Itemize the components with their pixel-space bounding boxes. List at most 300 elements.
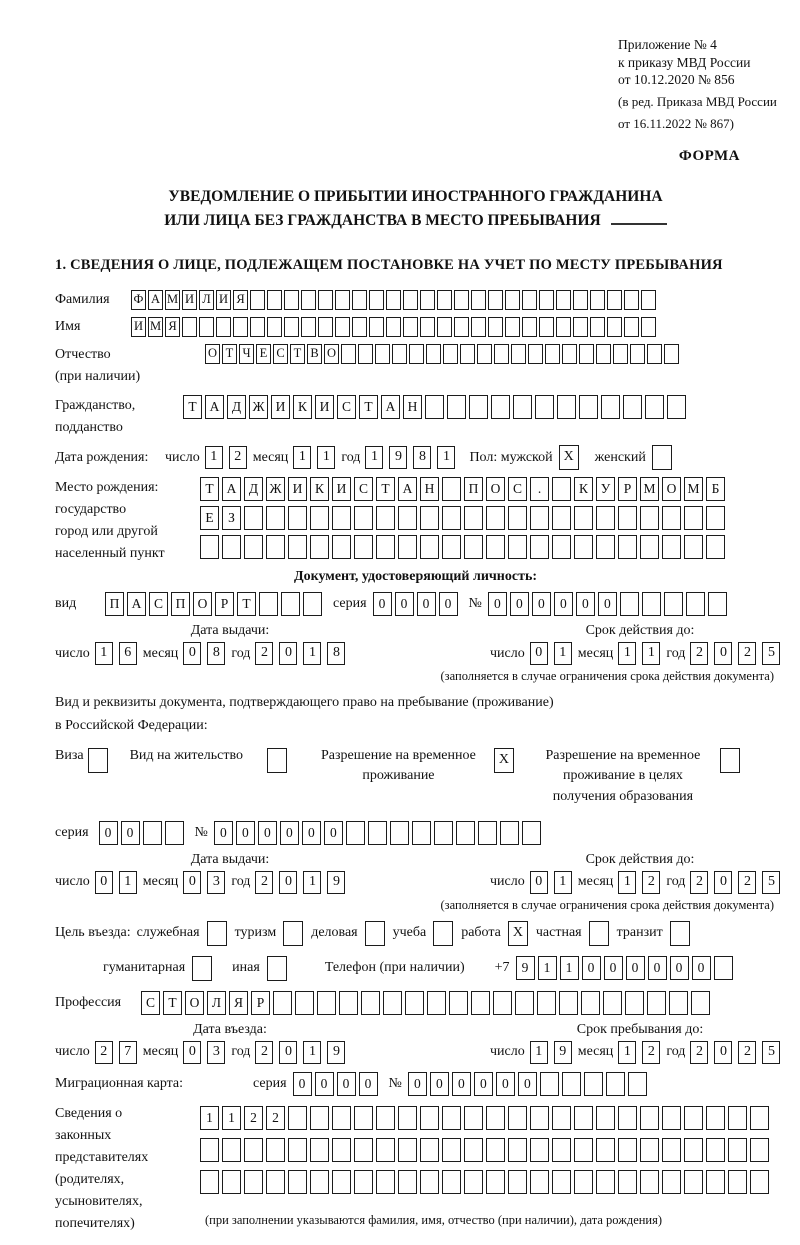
char-cell[interactable]: 0	[582, 956, 601, 980]
char-cell[interactable]	[559, 991, 578, 1015]
char-cell[interactable]: 1	[95, 642, 113, 665]
char-cell[interactable]	[640, 1138, 659, 1162]
char-cell[interactable]	[332, 535, 351, 559]
char-cell[interactable]	[750, 1106, 769, 1130]
char-cell[interactable]: И	[216, 290, 231, 310]
char-cell[interactable]	[684, 1138, 703, 1162]
char-cell[interactable]: 0	[439, 592, 458, 616]
char-cell[interactable]	[640, 535, 659, 559]
char-cell[interactable]	[281, 592, 300, 616]
char-cell[interactable]	[581, 991, 600, 1015]
migration-series-cells[interactable]	[293, 1072, 381, 1096]
char-cell[interactable]	[442, 1138, 461, 1162]
stay-month-cells[interactable]	[618, 1041, 666, 1064]
char-cell[interactable]	[596, 1106, 615, 1130]
char-cell[interactable]	[720, 748, 740, 773]
char-cell[interactable]	[283, 921, 303, 946]
char-cell[interactable]: 0	[452, 1072, 471, 1096]
char-cell[interactable]: 2	[642, 871, 660, 894]
char-cell[interactable]: З	[222, 506, 241, 530]
char-cell[interactable]: 8	[327, 642, 345, 665]
char-cell[interactable]	[530, 535, 549, 559]
char-cell[interactable]: 0	[670, 956, 689, 980]
char-cell[interactable]: 0	[280, 821, 299, 845]
char-cell[interactable]	[728, 1106, 747, 1130]
char-cell[interactable]: 2	[738, 642, 756, 665]
char-cell[interactable]	[557, 395, 576, 419]
char-cell[interactable]	[511, 344, 526, 364]
char-cell[interactable]	[464, 506, 483, 530]
char-cell[interactable]: 9	[327, 871, 345, 894]
char-cell[interactable]	[318, 290, 333, 310]
char-cell[interactable]	[574, 535, 593, 559]
char-cell[interactable]	[706, 1170, 725, 1194]
char-cell[interactable]: Т	[163, 991, 182, 1015]
char-cell[interactable]	[535, 395, 554, 419]
char-cell[interactable]	[579, 395, 598, 419]
char-cell[interactable]	[662, 1138, 681, 1162]
char-cell[interactable]	[398, 1170, 417, 1194]
char-cell[interactable]: Т	[183, 395, 202, 419]
purpose-tourism-checkbox[interactable]	[283, 921, 303, 946]
char-cell[interactable]	[352, 290, 367, 310]
char-cell[interactable]	[522, 317, 537, 337]
char-cell[interactable]: .	[530, 477, 549, 501]
char-cell[interactable]	[714, 956, 733, 980]
representatives-row3-cells[interactable]	[200, 1170, 772, 1194]
char-cell[interactable]	[339, 991, 358, 1015]
issue-day-cells[interactable]	[95, 871, 143, 894]
char-cell[interactable]	[437, 290, 452, 310]
char-cell[interactable]: И	[332, 477, 351, 501]
char-cell[interactable]	[584, 1072, 603, 1096]
char-cell[interactable]: А	[398, 477, 417, 501]
char-cell[interactable]: Т	[376, 477, 395, 501]
char-cell[interactable]	[244, 1138, 263, 1162]
char-cell[interactable]	[706, 1106, 725, 1130]
char-cell[interactable]	[420, 1170, 439, 1194]
char-cell[interactable]	[640, 1106, 659, 1130]
char-cell[interactable]	[508, 1106, 527, 1130]
char-cell[interactable]	[623, 395, 642, 419]
char-cell[interactable]: 0	[395, 592, 414, 616]
char-cell[interactable]: 1	[618, 642, 636, 665]
char-cell[interactable]	[640, 506, 659, 530]
char-cell[interactable]: 1	[618, 1041, 636, 1064]
char-cell[interactable]: 0	[430, 1072, 449, 1096]
purpose-study-checkbox[interactable]	[433, 921, 453, 946]
char-cell[interactable]	[375, 344, 390, 364]
char-cell[interactable]	[750, 1170, 769, 1194]
char-cell[interactable]: У	[596, 477, 615, 501]
char-cell[interactable]: 1	[437, 446, 455, 469]
char-cell[interactable]	[376, 506, 395, 530]
char-cell[interactable]: 0	[648, 956, 667, 980]
char-cell[interactable]: М	[640, 477, 659, 501]
char-cell[interactable]	[486, 506, 505, 530]
char-cell[interactable]	[471, 991, 490, 1015]
char-cell[interactable]: 1	[538, 956, 557, 980]
char-cell[interactable]	[590, 290, 605, 310]
char-cell[interactable]	[624, 317, 639, 337]
char-cell[interactable]	[456, 821, 475, 845]
char-cell[interactable]	[624, 290, 639, 310]
char-cell[interactable]: 2	[266, 1106, 285, 1130]
char-cell[interactable]	[607, 317, 622, 337]
char-cell[interactable]: М	[148, 317, 163, 337]
char-cell[interactable]	[267, 317, 282, 337]
char-cell[interactable]	[442, 477, 461, 501]
expiry-month-cells[interactable]	[618, 871, 666, 894]
char-cell[interactable]: Р	[618, 477, 637, 501]
char-cell[interactable]	[464, 1138, 483, 1162]
char-cell[interactable]	[354, 1170, 373, 1194]
char-cell[interactable]: Р	[251, 991, 270, 1015]
char-cell[interactable]: М	[165, 290, 180, 310]
visa-checkbox[interactable]	[88, 748, 108, 773]
char-cell[interactable]: Т	[200, 477, 219, 501]
char-cell[interactable]: 0	[337, 1072, 356, 1096]
char-cell[interactable]: 1	[365, 446, 383, 469]
char-cell[interactable]: 8	[207, 642, 225, 665]
char-cell[interactable]	[630, 344, 645, 364]
char-cell[interactable]	[596, 1170, 615, 1194]
char-cell[interactable]	[662, 506, 681, 530]
char-cell[interactable]	[332, 1106, 351, 1130]
birthplace-row1-cells[interactable]	[200, 477, 728, 501]
char-cell[interactable]	[625, 991, 644, 1015]
char-cell[interactable]: К	[310, 477, 329, 501]
char-cell[interactable]	[486, 535, 505, 559]
expiry-day-cells[interactable]	[530, 642, 578, 665]
char-cell[interactable]	[233, 317, 248, 337]
char-cell[interactable]	[244, 506, 263, 530]
char-cell[interactable]	[488, 317, 503, 337]
char-cell[interactable]	[628, 1072, 647, 1096]
char-cell[interactable]	[426, 344, 441, 364]
char-cell[interactable]: 1	[530, 1041, 548, 1064]
char-cell[interactable]	[288, 506, 307, 530]
char-cell[interactable]	[662, 535, 681, 559]
char-cell[interactable]	[222, 1138, 241, 1162]
char-cell[interactable]	[454, 290, 469, 310]
char-cell[interactable]: М	[684, 477, 703, 501]
char-cell[interactable]	[552, 1106, 571, 1130]
representatives-row1-cells[interactable]	[200, 1106, 772, 1130]
char-cell[interactable]: Т	[359, 395, 378, 419]
char-cell[interactable]	[486, 1170, 505, 1194]
char-cell[interactable]	[601, 395, 620, 419]
char-cell[interactable]	[607, 290, 622, 310]
char-cell[interactable]	[505, 317, 520, 337]
char-cell[interactable]: 0	[488, 592, 507, 616]
birthplace-row3-cells[interactable]	[200, 535, 728, 559]
char-cell[interactable]	[368, 821, 387, 845]
char-cell[interactable]	[641, 290, 656, 310]
char-cell[interactable]	[573, 290, 588, 310]
char-cell[interactable]: А	[148, 290, 163, 310]
char-cell[interactable]	[618, 1106, 637, 1130]
char-cell[interactable]	[412, 821, 431, 845]
char-cell[interactable]: Д	[244, 477, 263, 501]
expiry-year-cells[interactable]	[690, 642, 786, 665]
char-cell[interactable]	[562, 1072, 581, 1096]
char-cell[interactable]	[647, 991, 666, 1015]
char-cell[interactable]: 0	[518, 1072, 537, 1096]
char-cell[interactable]	[376, 535, 395, 559]
char-cell[interactable]	[354, 535, 373, 559]
char-cell[interactable]	[530, 1106, 549, 1130]
char-cell[interactable]	[143, 821, 162, 845]
lastname-cells[interactable]	[131, 290, 658, 310]
char-cell[interactable]	[618, 506, 637, 530]
char-cell[interactable]: 2	[255, 871, 273, 894]
char-cell[interactable]	[493, 991, 512, 1015]
char-cell[interactable]: X	[494, 748, 514, 773]
char-cell[interactable]: 0	[279, 871, 297, 894]
doc-number-cells[interactable]	[488, 592, 730, 616]
char-cell[interactable]: О	[193, 592, 212, 616]
char-cell[interactable]	[464, 1170, 483, 1194]
char-cell[interactable]	[647, 344, 662, 364]
representatives-row2-cells[interactable]	[200, 1138, 772, 1162]
char-cell[interactable]	[664, 344, 679, 364]
char-cell[interactable]	[346, 821, 365, 845]
char-cell[interactable]	[537, 991, 556, 1015]
char-cell[interactable]	[267, 290, 282, 310]
char-cell[interactable]	[652, 445, 672, 470]
char-cell[interactable]	[508, 506, 527, 530]
char-cell[interactable]	[341, 344, 356, 364]
char-cell[interactable]	[420, 535, 439, 559]
char-cell[interactable]: 0	[279, 1041, 297, 1064]
char-cell[interactable]: С	[141, 991, 160, 1015]
char-cell[interactable]	[662, 1170, 681, 1194]
residence-number-cells[interactable]	[214, 821, 544, 845]
char-cell[interactable]	[182, 317, 197, 337]
char-cell[interactable]	[427, 991, 446, 1015]
char-cell[interactable]	[335, 290, 350, 310]
char-cell[interactable]	[522, 290, 537, 310]
char-cell[interactable]	[641, 317, 656, 337]
char-cell[interactable]	[589, 921, 609, 946]
char-cell[interactable]: 0	[315, 1072, 334, 1096]
purpose-private-checkbox[interactable]	[589, 921, 609, 946]
char-cell[interactable]	[556, 290, 571, 310]
char-cell[interactable]	[596, 506, 615, 530]
char-cell[interactable]	[420, 317, 435, 337]
char-cell[interactable]: Н	[403, 395, 422, 419]
char-cell[interactable]	[642, 592, 661, 616]
char-cell[interactable]	[684, 506, 703, 530]
char-cell[interactable]: 9	[389, 446, 407, 469]
char-cell[interactable]: 0	[576, 592, 595, 616]
char-cell[interactable]	[266, 1138, 285, 1162]
char-cell[interactable]	[508, 1138, 527, 1162]
char-cell[interactable]: 0	[532, 592, 551, 616]
char-cell[interactable]	[303, 592, 322, 616]
char-cell[interactable]	[310, 1170, 329, 1194]
char-cell[interactable]: 0	[183, 642, 201, 665]
phone-cells[interactable]	[516, 956, 736, 980]
char-cell[interactable]	[244, 535, 263, 559]
char-cell[interactable]: Ж	[266, 477, 285, 501]
char-cell[interactable]	[420, 290, 435, 310]
char-cell[interactable]	[684, 1170, 703, 1194]
char-cell[interactable]	[392, 344, 407, 364]
char-cell[interactable]: 9	[327, 1041, 345, 1064]
char-cell[interactable]: И	[288, 477, 307, 501]
char-cell[interactable]	[433, 921, 453, 946]
char-cell[interactable]: Ч	[239, 344, 254, 364]
issue-month-cells[interactable]	[183, 642, 231, 665]
char-cell[interactable]	[216, 317, 231, 337]
char-cell[interactable]: С	[354, 477, 373, 501]
char-cell[interactable]: 0	[598, 592, 617, 616]
char-cell[interactable]: Е	[200, 506, 219, 530]
char-cell[interactable]: 0	[183, 871, 201, 894]
char-cell[interactable]	[192, 956, 212, 981]
rvp-checkbox[interactable]	[494, 748, 514, 773]
char-cell[interactable]: А	[205, 395, 224, 419]
char-cell[interactable]: 0	[714, 1041, 732, 1064]
char-cell[interactable]	[301, 290, 316, 310]
char-cell[interactable]	[464, 535, 483, 559]
purpose-transit-checkbox[interactable]	[670, 921, 690, 946]
sex-female-checkbox[interactable]	[652, 445, 672, 470]
char-cell[interactable]	[200, 535, 219, 559]
stay-year-cells[interactable]	[690, 1041, 786, 1064]
char-cell[interactable]	[454, 317, 469, 337]
char-cell[interactable]	[352, 317, 367, 337]
char-cell[interactable]	[288, 1170, 307, 1194]
char-cell[interactable]: Р	[215, 592, 234, 616]
char-cell[interactable]	[645, 395, 664, 419]
char-cell[interactable]	[530, 1170, 549, 1194]
char-cell[interactable]	[376, 1138, 395, 1162]
char-cell[interactable]: С	[337, 395, 356, 419]
char-cell[interactable]	[515, 991, 534, 1015]
char-cell[interactable]: А	[381, 395, 400, 419]
char-cell[interactable]	[437, 317, 452, 337]
char-cell[interactable]	[310, 1106, 329, 1130]
char-cell[interactable]	[508, 535, 527, 559]
char-cell[interactable]: 1	[554, 642, 572, 665]
entry-year-cells[interactable]	[255, 1041, 351, 1064]
char-cell[interactable]	[266, 506, 285, 530]
char-cell[interactable]	[244, 1170, 263, 1194]
char-cell[interactable]	[273, 991, 292, 1015]
stay-day-cells[interactable]	[530, 1041, 578, 1064]
char-cell[interactable]	[574, 1170, 593, 1194]
char-cell[interactable]	[199, 317, 214, 337]
char-cell[interactable]: И	[315, 395, 334, 419]
char-cell[interactable]: 0	[302, 821, 321, 845]
char-cell[interactable]: О	[662, 477, 681, 501]
char-cell[interactable]	[447, 395, 466, 419]
char-cell[interactable]	[579, 344, 594, 364]
char-cell[interactable]: 0	[236, 821, 255, 845]
char-cell[interactable]	[552, 1170, 571, 1194]
char-cell[interactable]: Я	[233, 290, 248, 310]
char-cell[interactable]: И	[182, 290, 197, 310]
char-cell[interactable]	[354, 506, 373, 530]
char-cell[interactable]: 2	[690, 1041, 708, 1064]
char-cell[interactable]: X	[508, 921, 528, 946]
char-cell[interactable]	[545, 344, 560, 364]
char-cell[interactable]	[425, 395, 444, 419]
char-cell[interactable]: П	[171, 592, 190, 616]
char-cell[interactable]	[310, 1138, 329, 1162]
char-cell[interactable]	[354, 1138, 373, 1162]
char-cell[interactable]	[335, 317, 350, 337]
char-cell[interactable]: 0	[258, 821, 277, 845]
residence-series-cells[interactable]	[99, 821, 187, 845]
char-cell[interactable]	[552, 1138, 571, 1162]
char-cell[interactable]: О	[486, 477, 505, 501]
char-cell[interactable]	[250, 317, 265, 337]
char-cell[interactable]	[706, 535, 725, 559]
char-cell[interactable]	[358, 344, 373, 364]
char-cell[interactable]: Б	[706, 477, 725, 501]
char-cell[interactable]	[662, 1106, 681, 1130]
char-cell[interactable]: С	[508, 477, 527, 501]
rvp-education-checkbox[interactable]	[720, 748, 740, 773]
birth-month-cells[interactable]	[293, 446, 341, 469]
char-cell[interactable]: 0	[510, 592, 529, 616]
char-cell[interactable]	[259, 592, 278, 616]
char-cell[interactable]: 2	[738, 1041, 756, 1064]
char-cell[interactable]: 2	[255, 642, 273, 665]
char-cell[interactable]: О	[185, 991, 204, 1015]
char-cell[interactable]	[556, 317, 571, 337]
char-cell[interactable]	[486, 1106, 505, 1130]
char-cell[interactable]: 9	[554, 1041, 572, 1064]
char-cell[interactable]	[596, 535, 615, 559]
char-cell[interactable]	[165, 821, 184, 845]
char-cell[interactable]	[494, 344, 509, 364]
char-cell[interactable]: 7	[119, 1041, 137, 1064]
char-cell[interactable]: 0	[714, 871, 732, 894]
char-cell[interactable]	[88, 748, 108, 773]
char-cell[interactable]: 8	[413, 446, 431, 469]
expiry-year-cells[interactable]	[690, 871, 786, 894]
char-cell[interactable]	[669, 991, 688, 1015]
char-cell[interactable]	[434, 821, 453, 845]
char-cell[interactable]	[284, 290, 299, 310]
char-cell[interactable]	[500, 821, 519, 845]
char-cell[interactable]	[618, 535, 637, 559]
char-cell[interactable]	[606, 1072, 625, 1096]
char-cell[interactable]: 0	[359, 1072, 378, 1096]
char-cell[interactable]	[398, 1138, 417, 1162]
char-cell[interactable]	[420, 1106, 439, 1130]
char-cell[interactable]	[332, 1170, 351, 1194]
char-cell[interactable]: А	[222, 477, 241, 501]
char-cell[interactable]: 2	[690, 871, 708, 894]
char-cell[interactable]	[403, 317, 418, 337]
char-cell[interactable]	[284, 317, 299, 337]
char-cell[interactable]	[403, 290, 418, 310]
char-cell[interactable]	[590, 317, 605, 337]
char-cell[interactable]: Т	[237, 592, 256, 616]
char-cell[interactable]: 5	[762, 1041, 780, 1064]
char-cell[interactable]	[552, 535, 571, 559]
char-cell[interactable]: Ф	[131, 290, 146, 310]
birthplace-row2-cells[interactable]	[200, 506, 728, 530]
char-cell[interactable]: 2	[255, 1041, 273, 1064]
char-cell[interactable]	[477, 344, 492, 364]
